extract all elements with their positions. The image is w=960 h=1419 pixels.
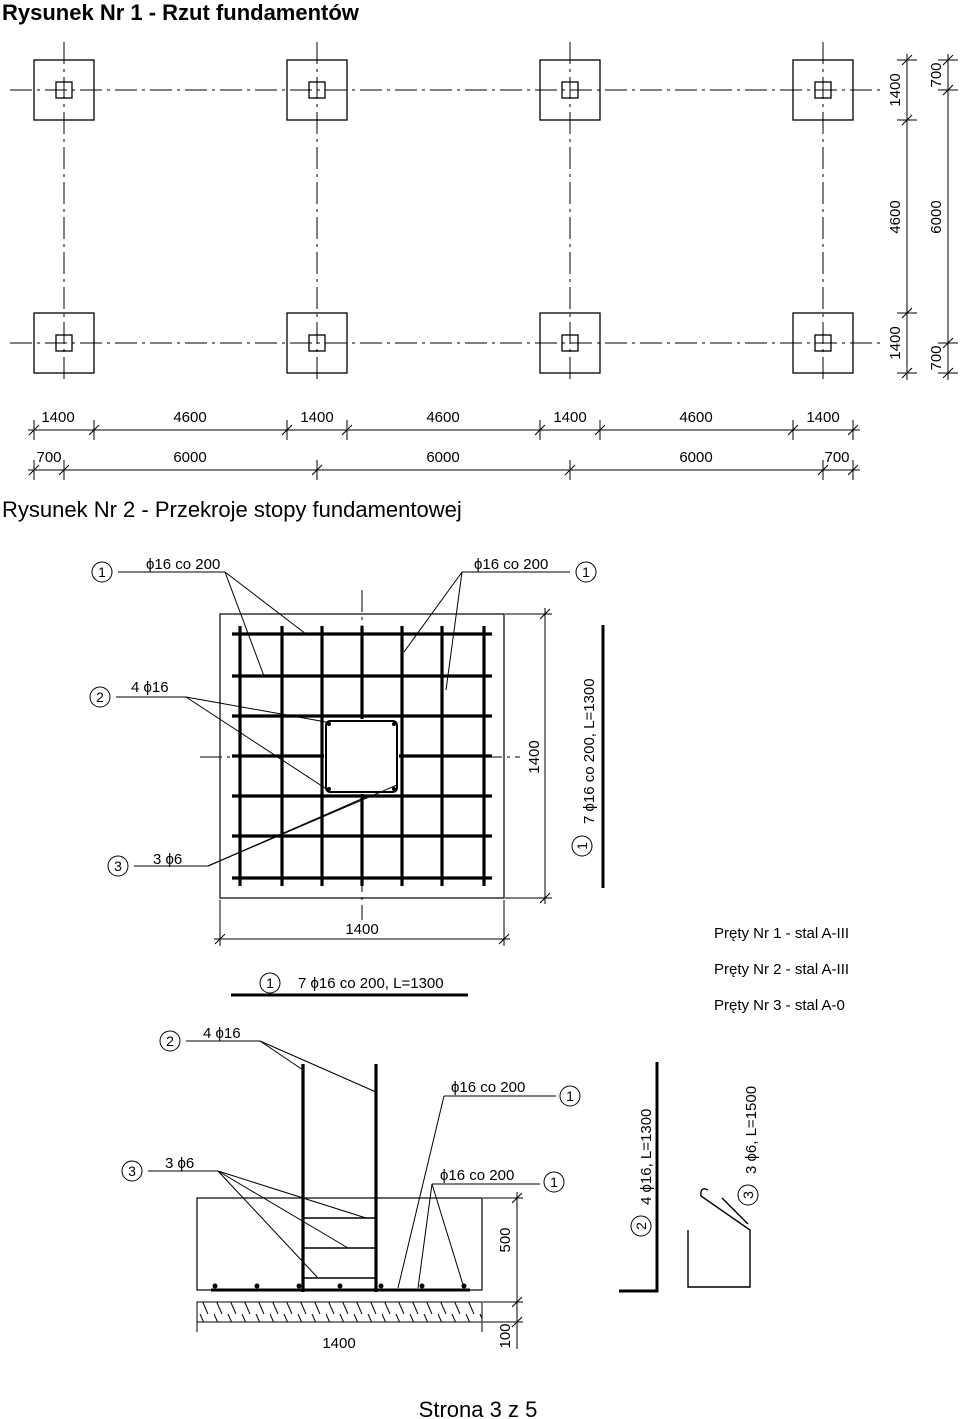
dim-text: 1400 [887, 73, 904, 107]
callout-number: 1 [574, 842, 590, 850]
callout-text: ϕ16 co 200 [146, 556, 221, 573]
callout-number: 1 [98, 564, 106, 580]
dimension-labels-1 [36, 62, 945, 466]
callout-number: 3 [128, 1163, 136, 1179]
dim-text: 1400 [553, 409, 587, 426]
callout-number: 1 [550, 1174, 558, 1190]
callout-text: ϕ16 co 200 [451, 1079, 526, 1096]
dim-text: 700 [824, 449, 850, 466]
footings [34, 60, 853, 373]
dim-text: 1400 [345, 921, 379, 938]
dim-text: 700 [928, 345, 945, 371]
dim-text: 700 [36, 449, 62, 466]
callout-number: 2 [633, 1222, 649, 1230]
callout-number: 2 [96, 689, 104, 705]
bar-shapes [619, 1062, 760, 1291]
bar-description: 7 ϕ16 co 200, L=1300 [298, 975, 444, 992]
callout-number: 1 [566, 1088, 574, 1104]
dim-text: 4600 [173, 409, 207, 426]
dim-text: 6000 [173, 449, 207, 466]
bar-description: 3 ϕ6, L=1500 [743, 1085, 760, 1174]
callout-number: 1 [582, 564, 590, 580]
dim-text: 1400 [806, 409, 840, 426]
callout-text: 4 ϕ16 [131, 679, 169, 696]
dim-text: 4600 [426, 409, 460, 426]
dim-text: 6000 [928, 200, 945, 234]
dim-text: 6000 [679, 449, 713, 466]
footing-outline [197, 1198, 482, 1290]
footing-section [122, 973, 580, 1352]
dim-text: 1400 [526, 740, 543, 774]
callout-text: ϕ16 co 200 [440, 1167, 515, 1184]
footing-plan [90, 556, 603, 946]
axis-lines [10, 42, 880, 380]
bar-shape-3 [688, 1189, 750, 1287]
callout-text: 3 ϕ6 [165, 1155, 195, 1172]
page-footer: Strona 3 z 5 [418, 1397, 538, 1419]
callout-text: ϕ16 co 200 [474, 556, 549, 573]
drawing1-title: Rysunek Nr 1 - Rzut fundamentów [2, 0, 359, 25]
dim-text: 500 [497, 1227, 514, 1253]
dim-text: 1400 [322, 1335, 356, 1352]
bar-description: 4 ϕ16, L=1300 [638, 1108, 655, 1205]
callout-text: 3 ϕ6 [153, 851, 183, 868]
dim-text: 6000 [426, 449, 460, 466]
lean-concrete [197, 1302, 482, 1322]
dim-text: 700 [928, 62, 945, 88]
drawing2-title: Rysunek Nr 2 - Przekroje stopy fundamentowej [2, 497, 462, 522]
legend-item: Pręty Nr 3 - stal A-0 [714, 997, 845, 1014]
dim-text: 4600 [679, 409, 713, 426]
legend-item: Pręty Nr 1 - stal A-III [714, 925, 850, 942]
legend-item: Pręty Nr 2 - stal A-III [714, 961, 850, 978]
callout-number: 3 [740, 1191, 756, 1199]
dim-text: 1400 [41, 409, 75, 426]
dim-text: 4600 [887, 200, 904, 234]
callout-number: 2 [166, 1033, 174, 1049]
callout-text: 4 ϕ16 [203, 1025, 241, 1042]
callout-number: 3 [114, 858, 122, 874]
dim-text: 100 [497, 1323, 514, 1349]
dim-text: 1400 [300, 409, 334, 426]
dim-text: 1400 [887, 326, 904, 360]
bar-description: 7 ϕ16 co 200, L=1300 [581, 678, 598, 824]
steel-legend [714, 925, 849, 1014]
callout-number: 1 [266, 975, 274, 991]
